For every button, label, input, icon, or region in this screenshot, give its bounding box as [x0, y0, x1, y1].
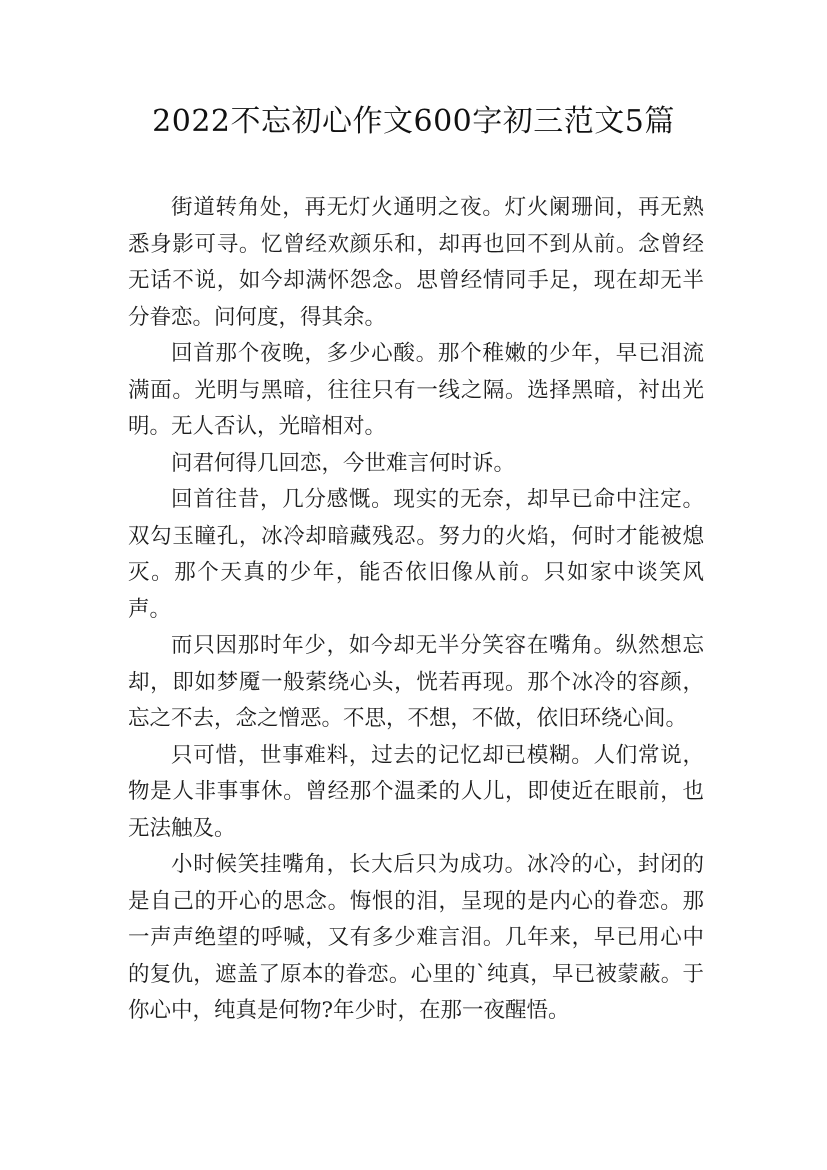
paragraph: 小时候笑挂嘴角，长大后只为成功。冰冷的心，封闭的是自己的开心的思念。悔恨的泪，呈现的是内心的眷恋。那一声声绝望的呼喊，又有多少难言泪。几年来，早已用心中的复仇，遮盖了原本的眷恋。心里的`纯真，早已被蒙蔽。于你心中，纯真是何物?年少时，在那一夜醒悟。: [128, 852, 704, 1023]
paragraph: 只可惜，世事难料，过去的记忆却已模糊。人们常说，物是人非事事休。曾经那个温柔的人儿，即使近在眼前，也无法触及。: [128, 742, 704, 841]
document-body: [128, 190, 704, 1030]
document-title: 2022不忘初心作文600字初三范文5篇: [152, 104, 675, 139]
paragraph: 回首那个夜晚，多少心酸。那个稚嫩的少年，早已泪流满面。光明与黑暗，往往只有一线之隔。选择黑暗，衬出光明。无人否认，光暗相对。: [128, 341, 704, 439]
paragraph: 回首往昔，几分感慨。现实的无奈，却早已命中注定。双勾玉瞳孔，冰冷却暗藏残忍。努力的火焰，何时才能被熄灭。那个天真的少年，能否依旧像从前。只如家中谈笑风声。: [128, 487, 704, 622]
paragraph: 街道转角处，再无灯火通明之夜。灯火阑珊间，再无熟悉身影可寻。忆曾经欢颜乐和，却再也回不到从前。念曾经无话不说，如今却满怀怨念。思曾经情同手足，现在却无半分眷恋。问何度，得其余。: [128, 195, 704, 330]
paragraph: 问君何得几回恋，今世难言何时诉。: [171, 450, 516, 476]
paragraph: 而只因那时年少，如今却无半分笑容在嘴角。纵然想忘却，即如梦魇一般萦绕心头，恍若再现。那个冰冷的容颜，忘之不去，念之憎恶。不思，不想，不做，依旧环绕心间。: [128, 633, 704, 731]
